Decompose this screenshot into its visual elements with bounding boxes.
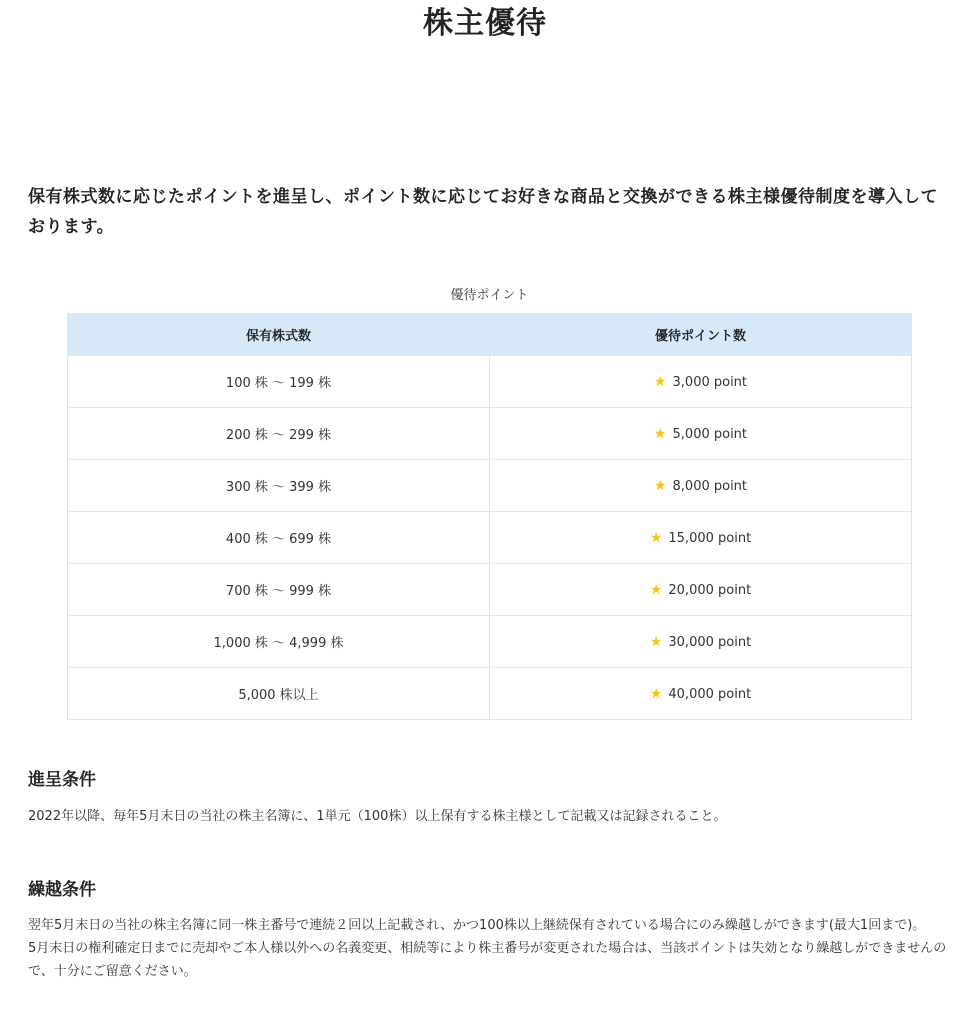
- shares-cell: 300 株 〜 399 株: [68, 460, 490, 512]
- points-value: 3,000 point: [672, 374, 748, 390]
- points-cell: [490, 408, 912, 460]
- shares-cell: 1,000 株 〜 4,999 株: [68, 616, 490, 668]
- carryover-text: [28, 914, 948, 983]
- star-icon: ★: [649, 529, 663, 546]
- page-title: 株主優待: [423, 6, 547, 41]
- star-icon: ★: [653, 425, 667, 442]
- star-icon: ★: [649, 685, 663, 702]
- points-value: 40,000 point: [668, 686, 752, 702]
- lead-text: 保有株式数に応じたポイントを進呈し、ポイント数に応じてお好きな商品と交換ができる株主様優待制度を導入しております。: [28, 187, 938, 237]
- points-cell: [490, 616, 912, 668]
- points-cell: [490, 460, 912, 512]
- carryover-paragraph: 翌年5月末日の当社の株主名簿に同一株主番号で連続２回以上記載され、かつ100株以上継続保有されている場合にのみ繰越しができます(最大1回まで)。: [28, 918, 926, 933]
- points-value: 5,000 point: [672, 426, 748, 442]
- conditions-text: 2022年以降、毎年5月末日の当社の株主名簿に、1単元（100株）以上保有する株主様として記載又は記録されること。: [28, 809, 727, 824]
- table-row: [68, 512, 912, 564]
- points-cell: [490, 356, 912, 408]
- table-caption: 優待ポイント: [450, 288, 529, 303]
- shares-cell: 100 株 〜 199 株: [68, 356, 490, 408]
- conditions-heading: 進呈条件: [28, 770, 96, 790]
- shares-cell: 200 株 〜 299 株: [68, 408, 490, 460]
- shares-cell: 5,000 株以上: [68, 668, 490, 720]
- column-header-shares: 保有株式数: [68, 314, 490, 356]
- points-value: 15,000 point: [668, 530, 752, 546]
- points-table: [67, 313, 912, 720]
- table-row: [68, 408, 912, 460]
- star-icon: ★: [649, 633, 663, 650]
- table-row: [68, 356, 912, 408]
- shares-cell: 700 株 〜 999 株: [68, 564, 490, 616]
- points-cell: [490, 512, 912, 564]
- table-row: [68, 564, 912, 616]
- shares-cell: 400 株 〜 699 株: [68, 512, 490, 564]
- table-row: [68, 668, 912, 720]
- star-icon: ★: [653, 373, 667, 390]
- points-value: 8,000 point: [672, 478, 748, 494]
- carryover-paragraph: 5月末日の権利確定日までに売却やご本人様以外への名義変更、相続等により株主番号が変更された場合は、当該ポイントは失効となり繰越しができませんので、十分にご留意ください。: [28, 941, 947, 979]
- column-header-points: 優待ポイント数: [490, 314, 912, 356]
- table-row: [68, 616, 912, 668]
- points-value: 30,000 point: [668, 634, 752, 650]
- points-cell: [490, 668, 912, 720]
- points-value: 20,000 point: [668, 582, 752, 598]
- points-cell: [490, 564, 912, 616]
- star-icon: ★: [653, 477, 667, 494]
- table-row: [68, 460, 912, 512]
- star-icon: ★: [649, 581, 663, 598]
- carryover-heading: 繰越条件: [28, 880, 96, 900]
- table-header-row: [68, 314, 912, 356]
